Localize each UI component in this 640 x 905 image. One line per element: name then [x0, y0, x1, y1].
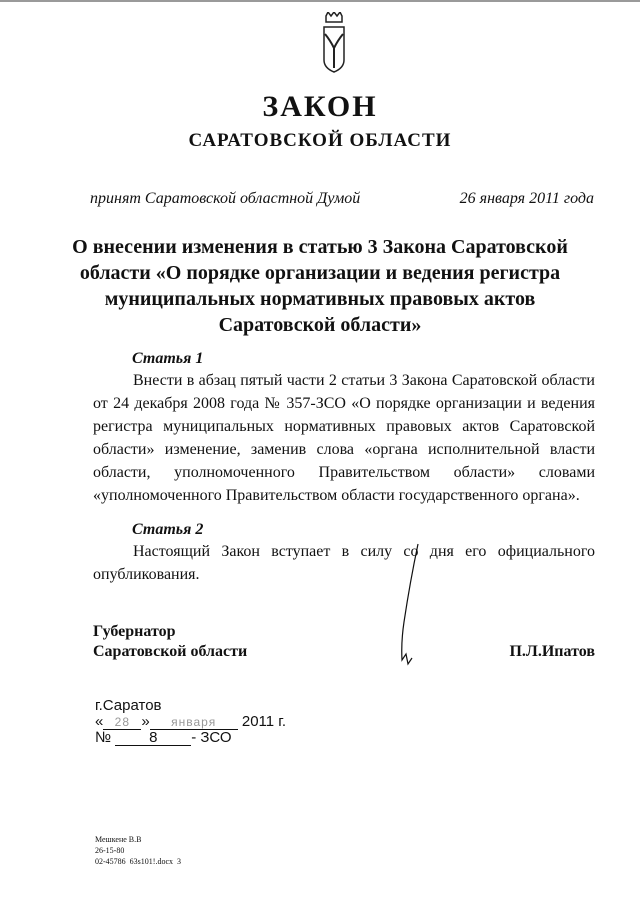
region-name: САРАТОВСКОЙ ОБЛАСТИ [188, 130, 452, 151]
signature-block [93, 622, 595, 664]
signing-date: « 28 » января 2011 г. [95, 713, 287, 730]
coat-of-arms-emblem [318, 12, 350, 74]
article-2-text: Настоящий Закон вступает в силу со дня его официального опубликования. [93, 543, 595, 583]
article-1-text: Внести в абзац пятый части 2 статьи 3 Закона Саратовской области от 24 декабря 2008 года № 357-ЗСО «О порядке организации и ведения регистра муниципальных нормативных правовых актов Саратовской области» изменение, заменив слова «органа исполнительной власти области, уполномоченного Правительством области» словами «уполномоченного Правительством области государственного органа». [93, 372, 595, 504]
article-2-heading: Статья 2 [132, 521, 204, 538]
adopted-by: принят Саратовской областной Думой [90, 190, 361, 207]
number-value: 8 [149, 729, 158, 746]
document-body [93, 348, 595, 867]
title-line: Саратовской области» [218, 314, 422, 336]
document-type: ЗАКОН [262, 90, 378, 123]
footer-line: Мешкене В.В [95, 835, 142, 844]
footer-line: 02-45786 63s101!.docx 3 [95, 857, 181, 866]
handwritten-signature [396, 542, 426, 672]
title-line: области «О порядке организации и ведения регистра [79, 262, 561, 284]
article-1-heading: Статья 1 [132, 350, 204, 367]
law-title [0, 234, 640, 338]
signatory-position: Саратовской области [93, 643, 248, 660]
place-and-date [95, 698, 595, 746]
signatory-position: Губернатор [93, 623, 176, 640]
date-month: января [171, 715, 217, 729]
footer-line: 26-15-80 [95, 846, 125, 855]
law-number [95, 730, 595, 746]
adopted-date: 26 января 2011 года [459, 190, 594, 207]
number-suffix: - ЗСО [191, 729, 232, 746]
title-line: муниципальных нормативных правовых актов [104, 288, 536, 310]
date-year: 2011 г. [241, 713, 287, 730]
date-day: 28 [114, 715, 131, 729]
footer [95, 834, 595, 867]
city: г.Саратов [95, 697, 162, 714]
title-line: О внесении изменения в статью 3 Закона Саратовской [72, 236, 568, 258]
number-sign: № [95, 729, 112, 746]
signatory-name: П.Л.Ипатов [509, 643, 595, 660]
